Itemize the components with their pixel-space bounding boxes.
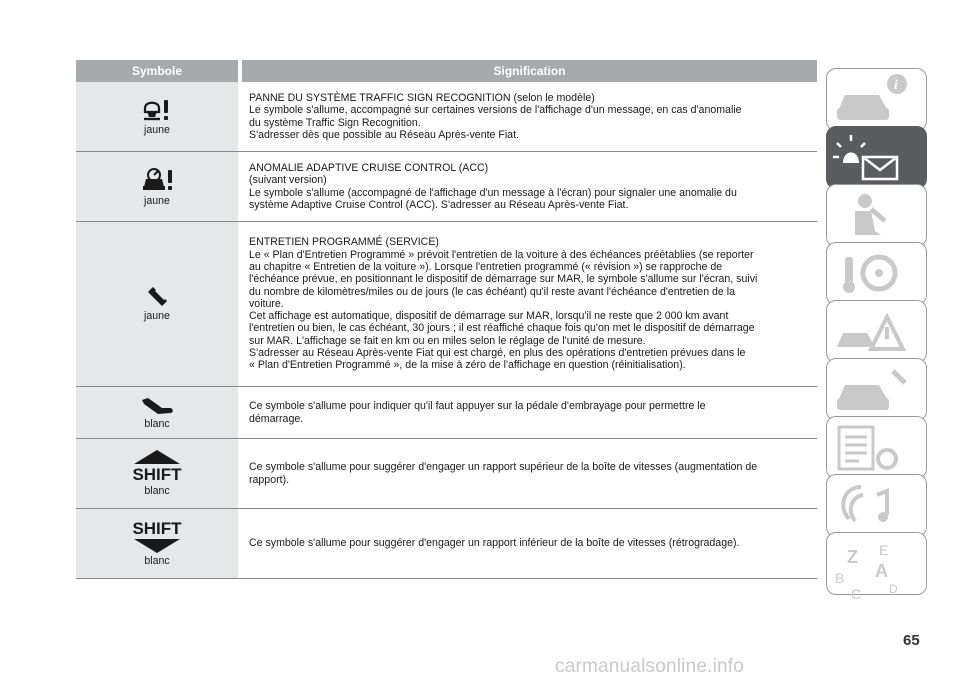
meaning-line: du système Traffic Sign Recognition.	[249, 116, 421, 129]
symbol-color-caption: blanc	[144, 417, 170, 430]
meaning-cell	[249, 509, 817, 578]
meaning-line: système Adaptive Cruise Control (ACC). S'adresser au Réseau Après-vente Fiat.	[249, 198, 629, 211]
meaning-line: l'échéance prévue, en positionnant le dispositif de démarrage sur MAR, le symbole s'allume sur l'écran, suivi	[249, 273, 758, 286]
meaning-line: l'entretien ou bien, le cas échéant, 30 jours ; il est réaffiché chaque fois qu'on met le dispositif de démarrage	[249, 322, 755, 335]
page-number: 65	[903, 632, 920, 649]
meaning-cell	[249, 222, 817, 386]
meaning-line: Le symbole s'allume, accompagné sur certaines versions de l'affichage d'un message, en cas d'anomalie	[249, 104, 742, 117]
chapter-tab-starting-driving[interactable]	[826, 242, 927, 305]
chapter-tab-car-info[interactable]	[826, 68, 927, 131]
meaning-line: PANNE DU SYSTÈME TRAFFIC SIGN RECOGNITION (selon le modèle)	[249, 91, 595, 104]
symbol-cell	[76, 82, 238, 151]
symbol-color-caption: jaune	[144, 123, 170, 136]
index-letter: D	[889, 582, 898, 596]
car-info-icon	[827, 69, 926, 130]
meaning-line: Ce symbole s'allume pour suggérer d'engager un rapport inférieur de la boîte de vitesses (rétrogradage).	[249, 537, 740, 550]
chapter-tab-multimedia[interactable]	[826, 474, 927, 537]
meaning-line: rapport).	[249, 473, 290, 486]
symbol-color-caption: jaune	[144, 194, 170, 207]
meaning-line: au chapitre « Entretien de la voiture »). Lorsque l'entretien programmé (« révision ») se rapproche de	[249, 260, 723, 273]
seat-airbag-icon	[827, 185, 926, 246]
driver-face-exclamation-icon	[142, 98, 172, 122]
wrench-icon	[146, 286, 168, 308]
multimedia-icon	[827, 475, 926, 536]
meaning-line: ANOMALIE ADAPTIVE CRUISE CONTROL (ACC)	[249, 161, 489, 174]
meaning-cell	[249, 82, 817, 151]
table-row	[76, 509, 817, 579]
shift-up-icon	[132, 450, 181, 483]
shift-down-icon	[132, 520, 181, 553]
meaning-line: Cet affichage est automatique, dispositif de démarrage sur MAR, lorsqu'il ne reste que 2 000 km avant	[249, 310, 729, 323]
symbol-cell	[76, 387, 238, 438]
car-wrench-icon	[827, 359, 926, 420]
table-row	[76, 222, 817, 387]
meaning-line: Le symbole s'allume (accompagné de l'affichage d'un message à l'écran) pour signaler une anomalie du	[249, 186, 737, 199]
meaning-line: Ce symbole s'allume pour indiquer qu'il faut appuyer sur la pédale d'embrayage pour permettre le	[249, 400, 706, 413]
meaning-line: Ce symbole s'allume pour suggérer d'engager un rapport supérieur de la boîte de vitesses (augmentation de	[249, 461, 758, 474]
meaning-line: sur MAR. L'affichage se fait en km ou en miles selon le réglage de l'unité de mesure.	[249, 334, 646, 347]
meaning-cell	[249, 152, 817, 221]
clutch-pedal-icon	[138, 396, 176, 416]
watermark: carmanualsonline.info	[555, 656, 745, 677]
meaning-line: démarrage.	[249, 412, 304, 425]
meaning-line: (suivant version)	[249, 174, 327, 187]
car-gauge-exclamation-icon	[140, 167, 174, 193]
svg-text:i: i	[894, 78, 898, 93]
chapter-tab-index[interactable]	[826, 532, 927, 602]
table-row	[76, 439, 817, 509]
header-symbol: Symbole	[76, 60, 238, 82]
index-letter: B	[835, 570, 845, 586]
index-letter: A	[875, 561, 888, 581]
table-row	[76, 152, 817, 222]
shift-label: SHIFT	[132, 519, 182, 538]
symbol-cell	[76, 439, 238, 508]
symbol-color-caption: jaune	[144, 310, 170, 322]
meaning-line: voiture.	[249, 297, 284, 310]
table-row	[76, 387, 817, 439]
index-letter: Z	[847, 547, 858, 567]
chapter-tab-maintenance[interactable]	[826, 358, 927, 421]
symbol-cell	[76, 152, 238, 221]
meaning-line: « Plan d'Entretien Programmé », de la mise à zéro de l'affichage en question (réinitialisation).	[249, 359, 686, 372]
symbol-color-caption: blanc	[144, 485, 170, 497]
alphabetical-index-icon	[827, 533, 926, 613]
chapter-tab-warning-lights[interactable]	[826, 126, 927, 189]
warning-light-message-icon	[827, 127, 926, 188]
symbol-color-caption: blanc	[144, 555, 170, 567]
chapter-tab-safety[interactable]	[826, 184, 927, 247]
chapter-tab-emergency[interactable]	[826, 300, 927, 363]
symbol-cell	[76, 222, 238, 386]
chapter-tab-specifications[interactable]	[826, 416, 927, 479]
meaning-line: ENTRETIEN PROGRAMMÉ (SERVICE)	[249, 236, 439, 249]
shift-label: SHIFT	[132, 465, 182, 484]
key-steering-wheel-icon	[827, 243, 926, 304]
meaning-line: du nombre de kilomètres/miles ou de jours (le cas échéant) qu'il reste avant l'échéance d'entretien de la	[249, 285, 735, 298]
meaning-line: S'adresser au Réseau Après-vente Fiat qui est chargé, en plus des opérations d'entretien prévues dans le	[249, 347, 746, 360]
meaning-line: Le « Plan d'Entretien Programmé » prévoit l'entretien de la voiture à des échéances préétablies (se reporter	[249, 248, 754, 261]
header-meaning: Signification	[242, 60, 817, 82]
meaning-cell	[249, 439, 817, 508]
car-crash-warning-icon	[827, 301, 926, 362]
table-row	[76, 82, 817, 152]
symbol-cell	[76, 509, 238, 578]
meaning-cell	[249, 387, 817, 438]
specifications-gear-icon	[827, 417, 926, 478]
symbols-table	[76, 60, 817, 579]
meaning-line: S'adresser dès que possible au Réseau Après-vente Fiat.	[249, 128, 519, 141]
index-letter: C	[851, 586, 862, 602]
table-header	[76, 60, 817, 82]
index-letter: E	[879, 542, 889, 558]
